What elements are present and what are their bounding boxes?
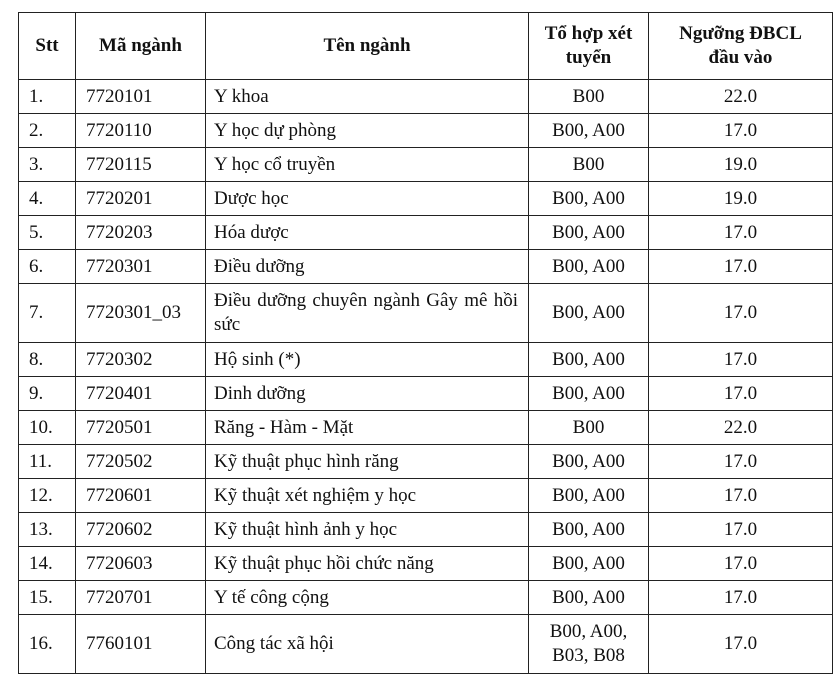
header-stt: Stt (19, 13, 76, 80)
cell-major-name: Kỹ thuật phục hình răng (206, 445, 529, 479)
cell-stt: 13. (19, 513, 76, 547)
header-combo-line2: tuyển (565, 47, 612, 68)
table-row (19, 411, 833, 445)
table-row (19, 250, 833, 284)
cell-threshold: 17.0 (649, 216, 833, 250)
cell-subject-combination: B00, A00 (529, 343, 649, 377)
cell-major-name: Điều dưỡng chuyên ngành Gây mê hồi sức (206, 284, 529, 343)
cell-threshold: 17.0 (649, 343, 833, 377)
cell-subject-combination: B00, A00 (529, 581, 649, 615)
cell-major-code: 7720501 (76, 411, 206, 445)
cell-stt: 14. (19, 547, 76, 581)
header-score-line2: đầu vào (708, 47, 773, 68)
cell-subject-combination: B00, A00 (529, 547, 649, 581)
cell-major-name: Y học cổ truyền (206, 148, 529, 182)
combo-line1: B00, A00, (549, 621, 628, 642)
cell-subject-combination (529, 615, 649, 674)
cell-subject-combination: B00, A00 (529, 284, 649, 343)
cell-stt: 5. (19, 216, 76, 250)
header-subject-combination (529, 13, 649, 80)
cell-subject-combination: B00, A00 (529, 479, 649, 513)
combo-line2: B03, B08 (552, 645, 625, 666)
table-row (19, 148, 833, 182)
cell-threshold: 17.0 (649, 513, 833, 547)
cell-stt: 16. (19, 615, 76, 674)
cell-major-code: 7720301_03 (76, 284, 206, 343)
header-major-name: Tên ngành (206, 13, 529, 80)
cell-threshold: 17.0 (649, 250, 833, 284)
cell-subject-combination: B00 (529, 80, 649, 114)
cell-major-code: 7720302 (76, 343, 206, 377)
cell-major-code: 7720110 (76, 114, 206, 148)
table-row (19, 216, 833, 250)
cell-major-code: 7720601 (76, 479, 206, 513)
table-row (19, 547, 833, 581)
cell-major-name: Dược học (206, 182, 529, 216)
cell-major-code: 7720101 (76, 80, 206, 114)
cell-major-name: Dinh dưỡng (206, 377, 529, 411)
cell-subject-combination: B00, A00 (529, 114, 649, 148)
cell-major-code: 7720603 (76, 547, 206, 581)
table-row (19, 581, 833, 615)
cell-major-code: 7720401 (76, 377, 206, 411)
cell-subject-combination: B00, A00 (529, 182, 649, 216)
header-major-code: Mã ngành (76, 13, 206, 80)
cell-stt: 2. (19, 114, 76, 148)
cell-major-code: 7720602 (76, 513, 206, 547)
cell-subject-combination: B00, A00 (529, 513, 649, 547)
cell-stt: 9. (19, 377, 76, 411)
cell-stt: 3. (19, 148, 76, 182)
header-combo-line1: Tổ hợp xét (544, 23, 633, 44)
table-row (19, 513, 833, 547)
cell-stt: 4. (19, 182, 76, 216)
header-row (19, 13, 833, 80)
cell-threshold: 17.0 (649, 581, 833, 615)
cell-major-code: 7720701 (76, 581, 206, 615)
cell-major-code: 7720201 (76, 182, 206, 216)
cell-stt: 11. (19, 445, 76, 479)
cell-major-name: Hộ sinh (*) (206, 343, 529, 377)
cell-threshold: 19.0 (649, 182, 833, 216)
table-row (19, 615, 833, 674)
cell-major-name: Y học dự phòng (206, 114, 529, 148)
cell-major-name: Răng - Hàm - Mặt (206, 411, 529, 445)
cell-major-name: Kỹ thuật phục hồi chức năng (206, 547, 529, 581)
cell-subject-combination: B00, A00 (529, 216, 649, 250)
cell-threshold: 17.0 (649, 114, 833, 148)
cell-major-name: Kỹ thuật xét nghiệm y học (206, 479, 529, 513)
cell-threshold: 17.0 (649, 377, 833, 411)
cell-major-code: 7760101 (76, 615, 206, 674)
cell-major-code: 7720115 (76, 148, 206, 182)
cell-threshold: 17.0 (649, 284, 833, 343)
table-row (19, 284, 833, 343)
admission-threshold-table (18, 12, 833, 674)
cell-stt: 12. (19, 479, 76, 513)
header-score-line1: Ngưỡng ĐBCL (679, 23, 802, 44)
cell-threshold: 17.0 (649, 479, 833, 513)
cell-subject-combination: B00, A00 (529, 445, 649, 479)
table-row (19, 80, 833, 114)
cell-stt: 15. (19, 581, 76, 615)
cell-major-name: Y tế công cộng (206, 581, 529, 615)
cell-threshold: 19.0 (649, 148, 833, 182)
cell-subject-combination: B00 (529, 411, 649, 445)
cell-major-name: Công tác xã hội (206, 615, 529, 674)
cell-stt: 10. (19, 411, 76, 445)
document-page (18, 12, 833, 674)
cell-major-code: 7720502 (76, 445, 206, 479)
cell-major-code: 7720203 (76, 216, 206, 250)
cell-subject-combination: B00, A00 (529, 377, 649, 411)
cell-major-name: Y khoa (206, 80, 529, 114)
cell-threshold: 17.0 (649, 445, 833, 479)
cell-threshold: 17.0 (649, 547, 833, 581)
cell-stt: 1. (19, 80, 76, 114)
cell-threshold: 22.0 (649, 411, 833, 445)
cell-threshold: 22.0 (649, 80, 833, 114)
table-header (19, 13, 833, 80)
table-row (19, 343, 833, 377)
cell-threshold: 17.0 (649, 615, 833, 674)
table-row (19, 377, 833, 411)
table-row (19, 114, 833, 148)
cell-stt: 7. (19, 284, 76, 343)
cell-stt: 6. (19, 250, 76, 284)
table-row (19, 445, 833, 479)
table-row (19, 182, 833, 216)
cell-major-code: 7720301 (76, 250, 206, 284)
table-row (19, 479, 833, 513)
cell-major-name: Kỹ thuật hình ảnh y học (206, 513, 529, 547)
cell-subject-combination: B00, A00 (529, 250, 649, 284)
cell-major-name: Điều dưỡng (206, 250, 529, 284)
table-body (19, 80, 833, 674)
header-quality-threshold (649, 13, 833, 80)
cell-stt: 8. (19, 343, 76, 377)
cell-subject-combination: B00 (529, 148, 649, 182)
cell-major-name: Hóa dược (206, 216, 529, 250)
